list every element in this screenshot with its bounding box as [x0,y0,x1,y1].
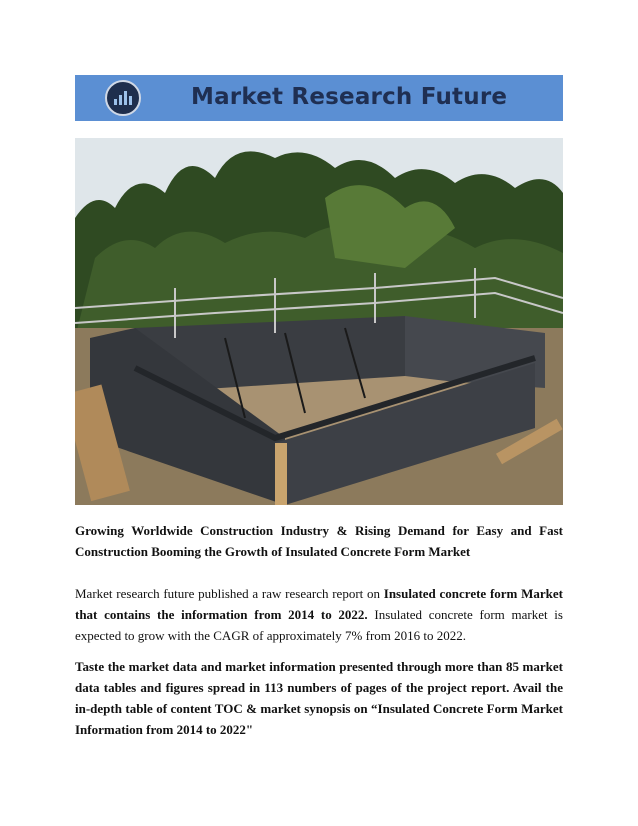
brand-title: Market Research Future [191,84,508,110]
cagr-text: Insulated concrete form market is expected to grow with the CAGR of approximately 7% from 2016 to 2022. [75,607,563,643]
report-details-paragraph: Taste the market data and market information presented through more than 85 market data tables and figures spread in 113 numbers of pages of the project report. Avail the in-depth table of content TOC & market synopsis on “Insulated Concrete Form Market Information from 2014 to 2022" [75,659,563,737]
header-banner [75,75,563,121]
construction-site-photo [75,138,563,505]
intro-paragraph [75,583,563,646]
report-highlight: Insulated concrete form Market that contains the information from 2014 to 2022. [75,586,563,622]
intro-text: Market research future published a raw research report on [75,586,384,601]
headline: Growing Worldwide Construction Industry & Rising Demand for Easy and Fast Construction Booming the Growth of Insulated Concrete Form Market [75,523,563,559]
bar-chart-globe-logo-icon [105,80,141,116]
